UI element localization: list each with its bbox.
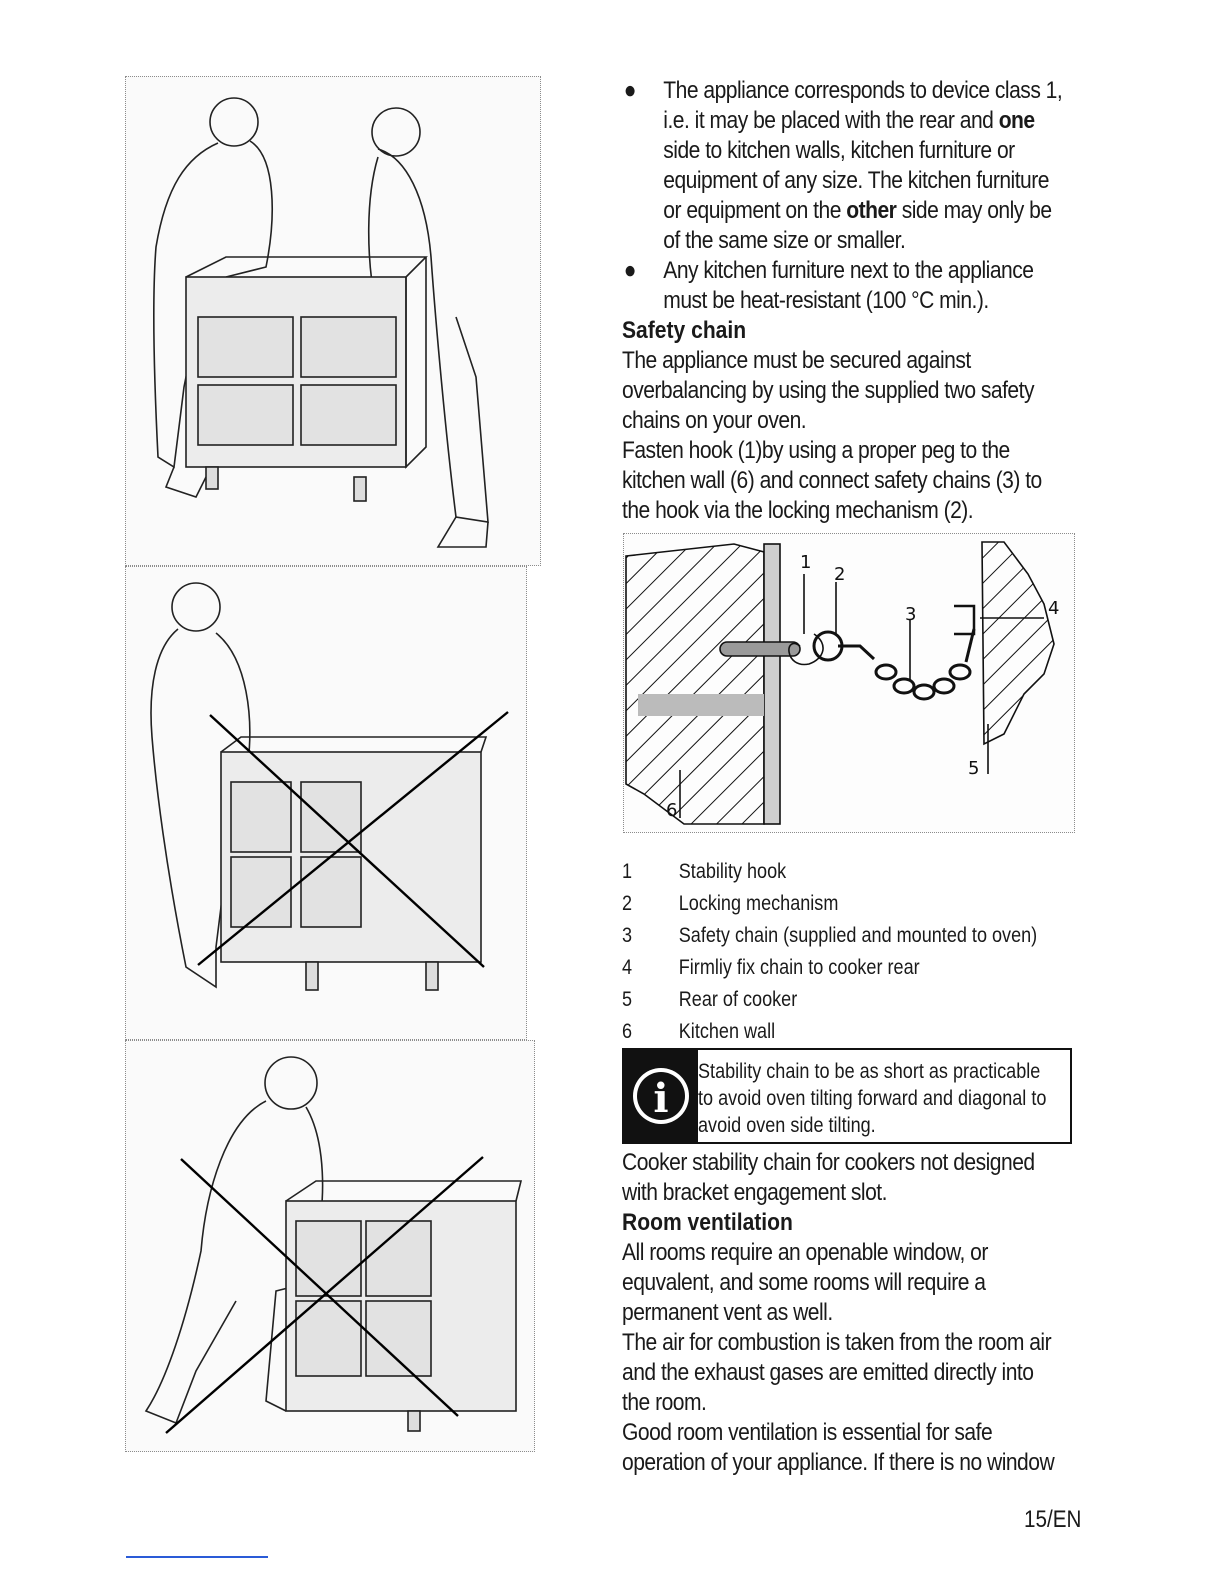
bullet-line xyxy=(622,166,1049,196)
legend-number: 1 xyxy=(622,860,633,883)
safety-chain-line: Fasten hook (1)by using a proper peg to the xyxy=(622,437,1010,464)
room-ventilation-line: Good room ventilation is essential for safe xyxy=(622,1419,993,1446)
diagram-label-3: 3 xyxy=(905,604,917,625)
diagram-legend xyxy=(622,856,1105,1048)
footer-line xyxy=(126,1556,268,1558)
bullet-text: or equipment on the xyxy=(663,197,847,224)
info-note-text xyxy=(698,1058,1046,1139)
bullet-text: Any kitchen furniture next to the appliance xyxy=(663,257,1034,284)
legend-text: Locking mechanism xyxy=(678,892,839,915)
bullet-line xyxy=(622,256,1034,286)
diagram-label-4: 4 xyxy=(1048,598,1060,619)
room-ventilation-line: permanent vent as well. xyxy=(622,1299,833,1326)
info-icon xyxy=(624,1050,698,1142)
safety-chain-line: kitchen wall (6) and connect safety chains (3) to xyxy=(622,467,1042,494)
room-ventilation-line: equvalent, and some rooms will require a xyxy=(622,1269,986,1296)
legend-text: Kitchen wall xyxy=(678,1020,776,1043)
room-ventilation-line: operation of your appliance. If there is no window xyxy=(622,1449,1055,1476)
bullet-line xyxy=(622,196,1052,226)
legend-number: 5 xyxy=(622,988,633,1011)
bullet-text: side to kitchen walls, kitchen furniture or xyxy=(663,137,1015,164)
legend-row xyxy=(622,984,1037,1016)
text-column xyxy=(622,76,1097,526)
diagram-label-5: 5 xyxy=(968,758,980,779)
safety-chain-heading: Safety chain xyxy=(622,317,747,344)
bullet-line xyxy=(622,106,1035,136)
safety-chain-diagram xyxy=(623,533,1075,833)
lower-text-column xyxy=(622,1148,1097,1478)
legend-number: 3 xyxy=(622,924,633,947)
info-note xyxy=(622,1048,1072,1144)
safety-chain-line: the hook via the locking mechanism (2). xyxy=(622,497,974,524)
bullet-line xyxy=(622,286,1031,316)
legend-number: 6 xyxy=(622,1020,633,1043)
legend-text: Firmliy fix chain to cooker rear xyxy=(678,956,920,979)
bullet-dot-icon: ● xyxy=(623,77,636,104)
stability-chain-line: Cooker stability chain for cookers not designed xyxy=(622,1149,1035,1176)
bullet-list xyxy=(622,76,1097,316)
room-ventilation-heading: Room ventilation xyxy=(622,1209,793,1236)
legend-number: 4 xyxy=(622,956,633,979)
diagram-label-2: 2 xyxy=(834,564,846,585)
safety-chain-text xyxy=(622,346,1097,526)
lifting-correct-illustration xyxy=(125,76,541,566)
room-ventilation-line: The air for combustion is taken from the room air xyxy=(622,1329,1052,1356)
bullet-text: The appliance corresponds to device class 1, xyxy=(663,77,1063,104)
bullet-line xyxy=(622,76,1063,106)
legend-row xyxy=(622,952,1037,984)
stability-chain-text xyxy=(622,1148,1097,1208)
bullet-text: of the same size or smaller. xyxy=(663,227,906,254)
legend-row xyxy=(622,920,1037,952)
legend-text: Rear of cooker xyxy=(678,988,798,1011)
room-ventilation-line: All rooms require an openable window, or xyxy=(622,1239,988,1266)
legend-row xyxy=(622,888,1037,920)
diagram-label-6: 6 xyxy=(666,800,678,821)
room-ventilation-text xyxy=(622,1238,1097,1478)
page-number: 15/EN xyxy=(1024,1506,1082,1533)
emphasis-text: other xyxy=(846,197,897,224)
info-icon-glyph: i xyxy=(653,1075,669,1122)
bullet-line xyxy=(622,226,1031,256)
bullet-line xyxy=(622,136,1031,166)
legend-text: Stability hook xyxy=(678,860,787,883)
info-note-line: to avoid oven tilting forward and diagonal to xyxy=(698,1087,1047,1110)
safety-chain-line: The appliance must be secured against xyxy=(622,347,971,374)
room-ventilation-line: the room. xyxy=(622,1389,707,1416)
bullet-text: equipment of any size. The kitchen furniture xyxy=(663,167,1049,194)
lifting-incorrect-illustration-1 xyxy=(125,566,527,1040)
info-note-line: Stability chain to be as short as practicable xyxy=(698,1060,1041,1083)
bullet-text: must be heat-resistant (100 °C min.). xyxy=(663,287,989,314)
legend-number: 2 xyxy=(622,892,633,915)
stability-chain-line: with bracket engagement slot. xyxy=(622,1179,887,1206)
info-icon-box xyxy=(624,1050,698,1142)
lifting-incorrect-illustration-2 xyxy=(125,1040,535,1452)
safety-chain-line: chains on your oven. xyxy=(622,407,807,434)
info-note-line: avoid oven side tilting. xyxy=(698,1114,876,1137)
bullet-dot-icon: ● xyxy=(623,257,636,284)
legend-row xyxy=(622,856,1037,888)
bullet-text: side may only be xyxy=(896,197,1052,224)
safety-chain-line: overbalancing by using the supplied two safety xyxy=(622,377,1034,404)
legend-row xyxy=(622,1016,1037,1048)
legend-text: Safety chain (supplied and mounted to oven) xyxy=(678,924,1038,947)
bullet-text: i.e. it may be placed with the rear and xyxy=(663,107,999,134)
emphasis-text: one xyxy=(998,107,1035,134)
room-ventilation-line: and the exhaust gases are emitted directly into xyxy=(622,1359,1034,1386)
diagram-label-1: 1 xyxy=(800,552,812,573)
